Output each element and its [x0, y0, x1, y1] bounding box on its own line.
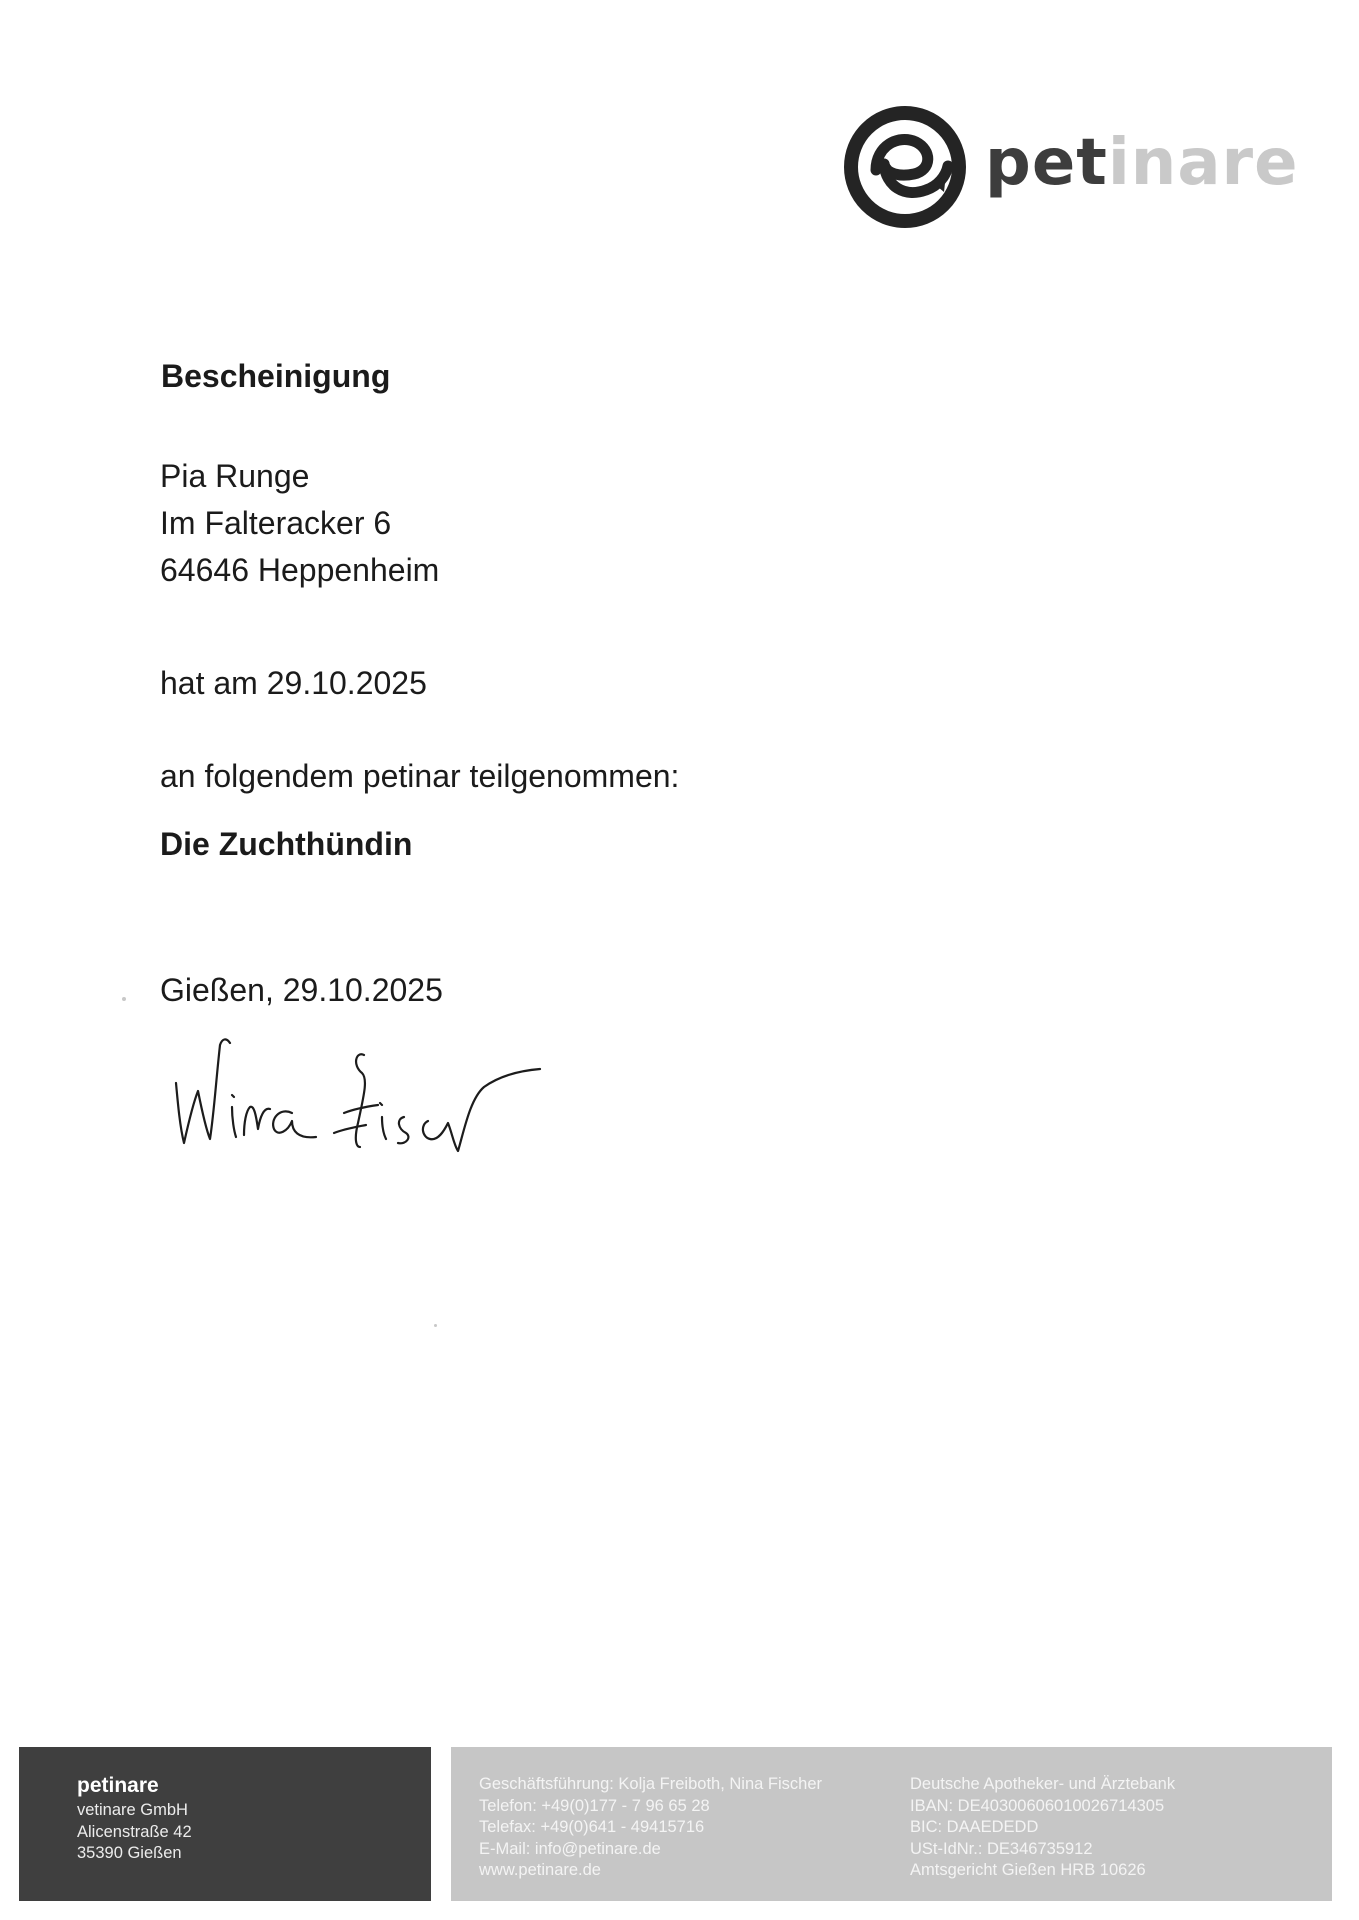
footer-bank-line: BIC: DAAEDEDD: [910, 1818, 1039, 1836]
document-title: Bescheinigung: [161, 358, 391, 394]
footer-contact-line: www.petinare.de: [479, 1861, 601, 1879]
footer-info-block: [451, 1747, 1332, 1901]
participation-date: hat am 29.10.2025: [160, 665, 427, 701]
footer-bank-line: USt-IdNr.: DE346735912: [910, 1839, 1093, 1858]
recipient-address: [160, 453, 439, 594]
petinare-e-logo-icon: [842, 104, 968, 230]
footer-company-name: petinare: [77, 1774, 159, 1797]
footer-contact-line: Geschäftsführung: Kolja Freiboth, Nina Fischer: [479, 1775, 822, 1793]
recipient-name: Pia Runge: [160, 458, 310, 494]
place-and-date: Gießen, 29.10.2025: [160, 972, 443, 1008]
footer-bank-line: IBAN: DE40300606010026714305: [910, 1796, 1165, 1815]
footer-contact-line: Telefon: +49(0)177 - 7 96 65 28: [479, 1796, 710, 1815]
logo-wordmark-light: inare: [1107, 126, 1299, 200]
scan-speck: [434, 1324, 437, 1327]
footer-company-block: [19, 1747, 431, 1901]
course-title: Die Zuchthündin: [160, 826, 413, 862]
scan-speck: [122, 997, 126, 1001]
footer-company-line: vetinare GmbH: [77, 1801, 188, 1819]
footer-contact-column: [479, 1774, 822, 1882]
footer-bank-line: Deutsche Apotheker- und Ärztebank: [910, 1775, 1176, 1793]
handwritten-signature: [168, 1035, 548, 1160]
footer-company-line: Alicenstraße 42: [77, 1822, 192, 1841]
footer-bank-line: Amtsgericht Gießen HRB 10626: [910, 1861, 1146, 1879]
logo-wordmark-dark: pet: [985, 126, 1108, 200]
footer-company-address: [77, 1800, 192, 1865]
footer-contact-line: Telefax: +49(0)641 - 49415716: [479, 1818, 705, 1836]
footer-contact-line: E-Mail: info@petinare.de: [479, 1839, 661, 1858]
footer-company-line: 35390 Gießen: [77, 1844, 182, 1862]
recipient-city: 64646 Heppenheim: [160, 552, 440, 588]
logo-wordmark: [985, 126, 1299, 200]
footer-bank-column: [910, 1774, 1175, 1882]
recipient-street: Im Falteracker 6: [160, 505, 392, 541]
participation-intro: an folgendem petinar teilgenommen:: [160, 758, 680, 794]
petinare-logo: [842, 104, 1299, 234]
